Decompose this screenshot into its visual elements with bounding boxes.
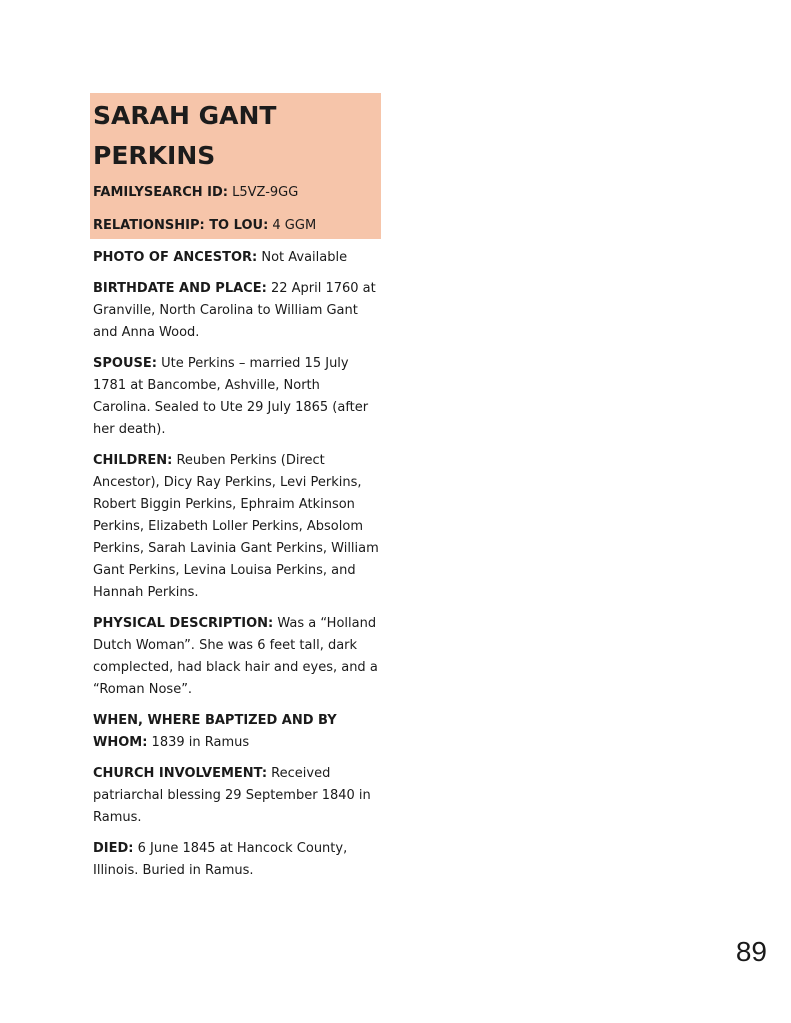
baptism-value: 1839 in Ramus [151,735,250,750]
name-header-highlight [90,93,381,239]
spouse-value: Ute Perkins – married 15 July 1781 at Bancombe, Ashville, North Carolina. Sealed to Ute 29 July 1865 (after her death). [93,356,369,437]
death-value: 6 June 1845 at Hancock County, Illinois. Buried in Ramus. [93,841,348,878]
church-involvement-label: CHURCH INVOLVEMENT: [93,766,268,781]
familysearch-id-field [93,182,377,204]
death-field [93,838,381,882]
familysearch-id-label: FAMILYSEARCH ID: [93,185,228,200]
ancestor-details [90,239,381,882]
spouse-field [93,353,381,441]
photo-label: PHOTO OF ANCESTOR: [93,250,258,265]
church-involvement-value: Received patriarchal blessing 29 September 1840 in Ramus. [93,766,371,825]
ancestor-name-line-1: SARAH GANT [93,101,277,130]
physical-description-value: Was a “Holland Dutch Woman”. She was 6 feet tall, dark complected, had black hair and eyes, and a “Roman Nose”. [93,616,378,697]
baptism-label: WHEN, WHERE BAPTIZED AND BY WHOM: [93,713,337,750]
familysearch-id-value: L5VZ-9GG [232,185,299,200]
physical-description-field [93,613,381,701]
relationship-label: RELATIONSHIP: TO LOU: [93,218,269,233]
page-number: 89 [735,936,767,967]
physical-description-label: PHYSICAL DESCRIPTION: [93,616,274,631]
photo-value: Not Available [261,250,348,265]
ancestor-name-line-2: PERKINS [93,141,216,170]
birth-label: BIRTHDATE AND PLACE: [93,281,267,296]
spouse-label: SPOUSE: [93,356,157,371]
relationship-value: 4 GGM [272,218,317,233]
photo-field [93,247,381,269]
church-involvement-field [93,763,381,829]
children-value: Reuben Perkins (Direct Ancestor), Dicy Ray Perkins, Levi Perkins, Robert Biggin Perkins, Ephraim Atkinson Perkins, Elizabeth Loller Perkins, Absolom Perkins, Sarah Lavinia Gant Perkins, William Gant Perkins, Levina Louisa Perkins, and Hannah Perkins. [93,453,379,600]
birth-value: 22 April 1760 at Granville, North Carolina to William Gant and Anna Wood. [93,281,376,340]
relationship-field [93,215,377,237]
ancestor-profile [90,93,381,891]
birth-field [93,278,381,344]
children-label: CHILDREN: [93,453,173,468]
children-field [93,450,381,604]
baptism-field [93,710,381,754]
death-label: DIED: [93,841,134,856]
